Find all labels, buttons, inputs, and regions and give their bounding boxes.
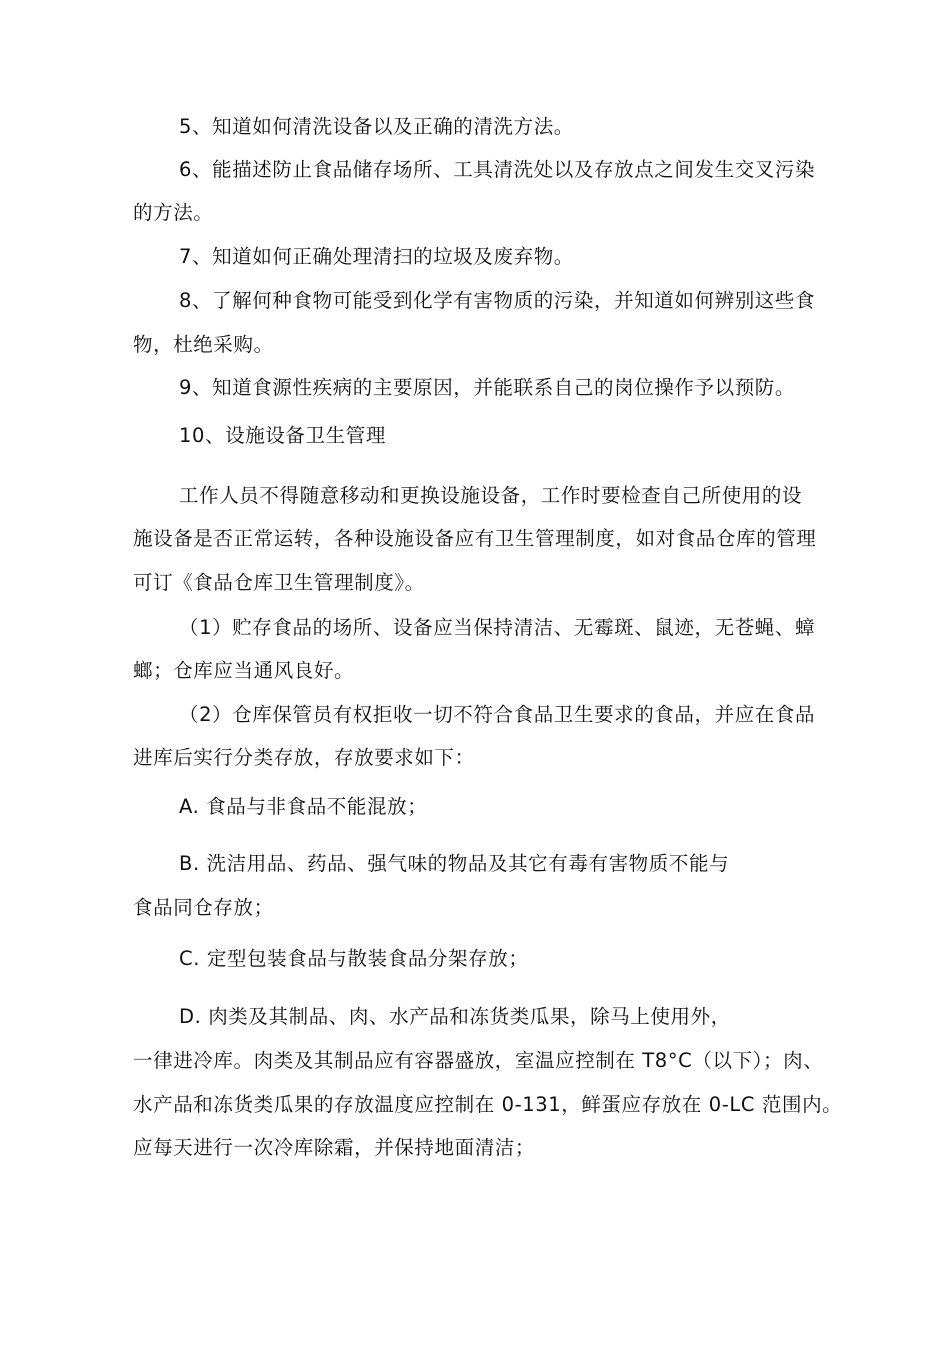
paragraph-item-d: D. 肉类及其制品、肉、水产品和冻货类瓜果，除马上使用外， — [179, 1005, 731, 1028]
paragraph-item-9: 9、知道食源性疾病的主要原因，并能联系自己的岗位操作予以预防。 — [179, 376, 796, 399]
paragraph-item-7: 7、知道如何正确处理清扫的垃圾及废弃物。 — [179, 245, 574, 268]
paragraph-item-a: A. 食品与非食品不能混放； — [179, 795, 428, 818]
paragraph-item-5: 5、知道如何清洗设备以及正确的清洗方法。 — [179, 115, 574, 138]
paragraph-item-8: 8、了解何种食物可能受到化学有害物质的污染，并知道如何辨别这些食 — [179, 289, 816, 312]
paragraph-facilities-cont-2: 可订《食品仓库卫生管理制度》。 — [133, 571, 425, 594]
paragraph-item-d-cont-1: 一律进冷库。肉类及其制品应有容器盛放，室温应控制在 T8°C（以下）；肉、 — [133, 1049, 824, 1072]
paragraph-rule-1-cont: 螂；仓库应当通风良好。 — [133, 659, 355, 682]
paragraph-item-d-cont-3: 应每天进行一次冷库除霜，并保持地面清洁； — [133, 1136, 536, 1159]
paragraph-facilities: 工作人员不得随意移动和更换设施设备，工作时要检查自己所使用的设 — [179, 484, 803, 507]
paragraph-item-b: B. 洗洁用品、药品、强气味的物品及其它有毒有害物质不能与 — [179, 852, 730, 875]
paragraph-rule-2: （2）仓库保管员有权拒收一切不符合食品卫生要求的食品，并应在食品 — [179, 703, 816, 726]
paragraph-rule-2-cont: 进库后实行分类存放，存放要求如下： — [133, 746, 475, 769]
paragraph-item-b-cont: 食品同仓存放； — [133, 896, 274, 919]
section-heading-10: 10、设施设备卫生管理 — [179, 424, 386, 447]
paragraph-item-c: C. 定型包装食品与散装食品分架存放； — [179, 947, 529, 970]
paragraph-item-6: 6、能描述防止食品储存场所、工具清洗处以及存放点之间发生交叉污染 — [179, 158, 816, 181]
paragraph-rule-1: （1）贮存食品的场所、设备应当保持清洁、无霉斑、鼠迹，无苍蝇、蟑 — [179, 616, 816, 639]
paragraph-facilities-cont-1: 施设备是否正常运转，各种设施设备应有卫生管理制度，如对食品仓库的管理 — [133, 527, 817, 550]
paragraph-item-6-cont: 的方法。 — [133, 201, 214, 224]
paragraph-item-d-cont-2: 水产品和冻货类瓜果的存放温度应控制在 0-131，鲜蛋应存放在 0-LC 范围内。 — [133, 1093, 843, 1116]
paragraph-item-8-cont: 物，杜绝采购。 — [133, 333, 274, 356]
